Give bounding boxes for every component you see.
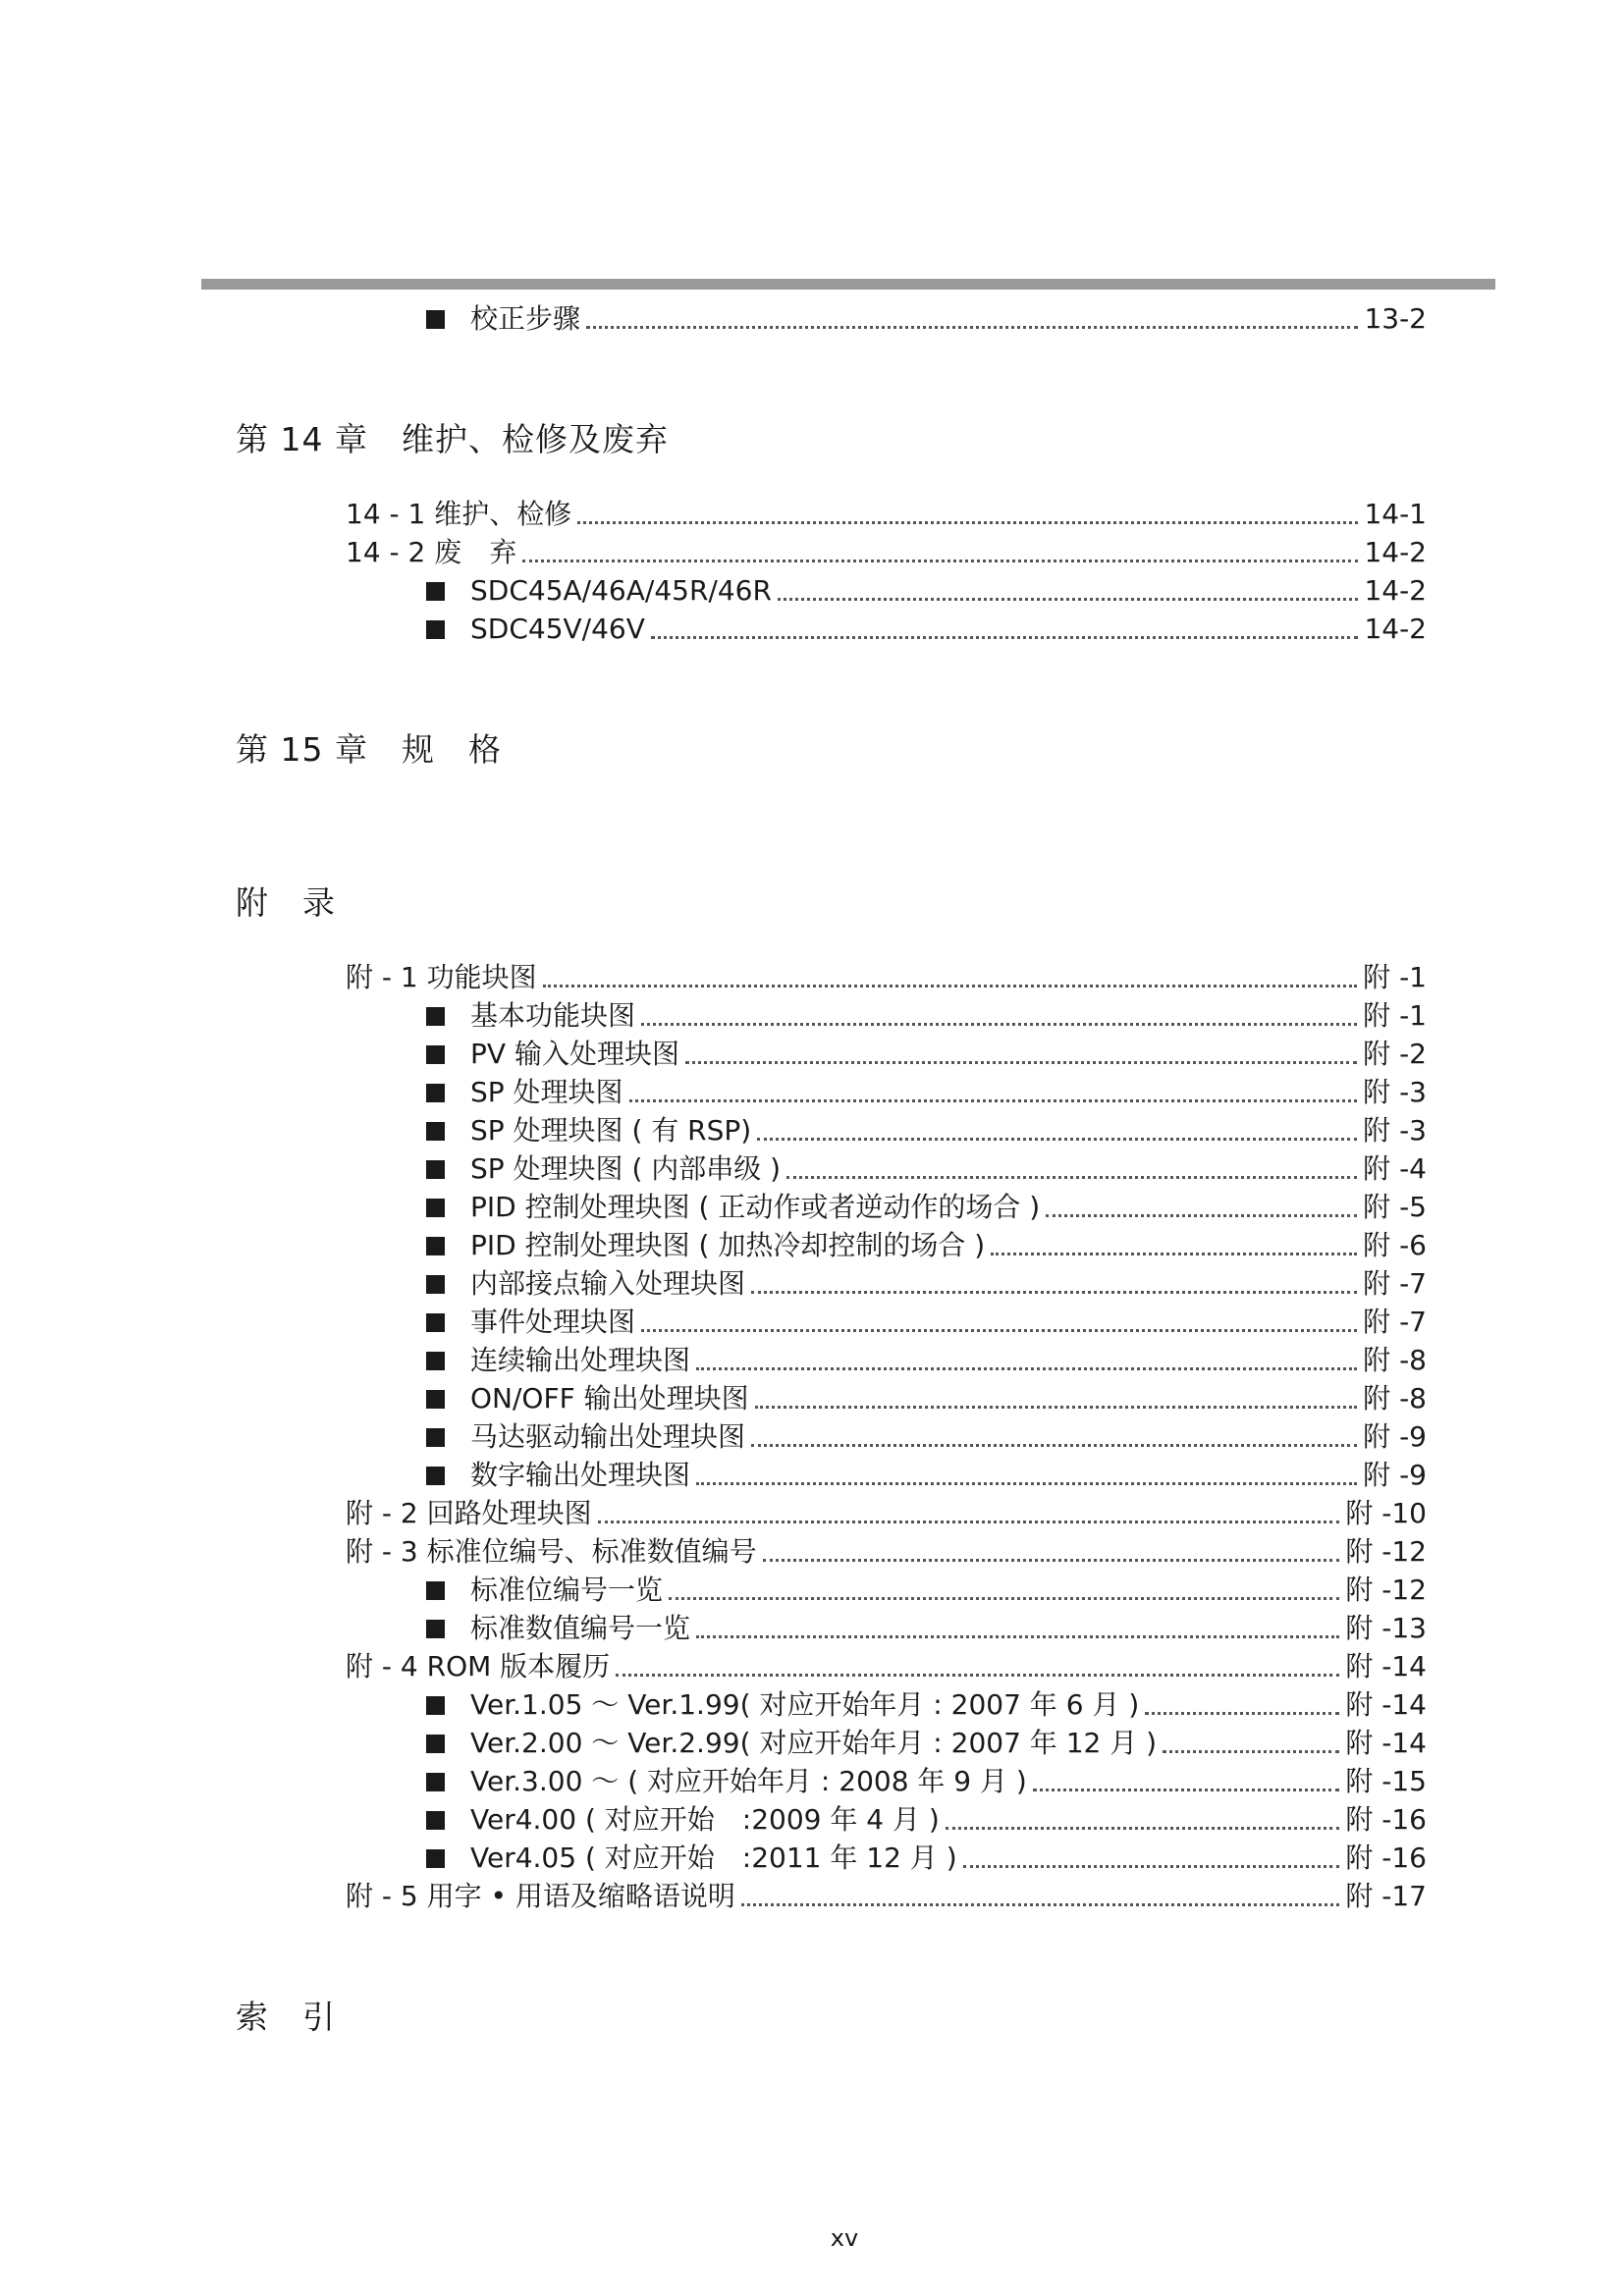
toc-entry[interactable] [426,1801,1427,1839]
entry-label: Ver.1.05 ～ Ver.1.99( 对应开始年月 : 2007 年 6 月 ) [470,1688,1140,1721]
entry-label: Ver.2.00 ～ Ver.2.99( 对应开始年月 : 2007 年 12 月 ) [470,1727,1158,1759]
toc-entry[interactable] [426,1380,1427,1417]
entry-page: 13-2 [1364,302,1427,335]
entry-page: 附 -8 [1363,1382,1427,1415]
entry-page: 14-2 [1364,613,1427,645]
entry-page: 14-2 [1364,536,1427,568]
square-bullet-icon [426,310,445,329]
dot-leader [598,1521,1340,1523]
entry-label: Ver.3.00 ～ ( 对应开始年月 : 2008 年 9 月 ) [470,1765,1027,1797]
toc-entry[interactable] [426,1572,1427,1609]
dot-leader [641,1023,1357,1026]
top-rule [201,279,1495,290]
entry-page: 附 -12 [1345,1535,1427,1568]
entry-label: 附 - 1 功能块图 [346,961,537,993]
toc-entry[interactable] [426,1227,1427,1264]
square-bullet-icon [426,1811,445,1830]
square-bullet-icon [426,1428,445,1447]
entry-label: PID 控制处理块图 ( 加热冷却控制的场合 ) [470,1229,986,1261]
dot-leader [629,1099,1358,1102]
entry-label: SDC45A/46A/45R/46R [470,574,772,607]
entry-label: 标准数值编号一览 [470,1612,691,1644]
square-bullet-icon [426,1160,445,1179]
square-bullet-icon [426,1084,445,1102]
square-bullet-icon [426,1045,445,1064]
toc-entry[interactable] [426,997,1427,1035]
entry-page: 附 -12 [1345,1574,1427,1606]
entry-label: SDC45V/46V [470,613,645,645]
toc-entry[interactable] [426,611,1427,648]
entry-page: 附 -8 [1363,1344,1427,1376]
entry-page: 附 -17 [1345,1880,1427,1912]
toc-entry[interactable] [346,534,1427,571]
entry-label: 事件处理块图 [470,1306,636,1338]
square-bullet-icon [426,1007,445,1026]
page-number: xv [830,2224,859,2252]
dot-leader [696,1482,1357,1485]
toc-entry[interactable] [426,1304,1427,1341]
toc-entry[interactable] [346,1878,1427,1915]
toc-entry[interactable] [426,572,1427,610]
toc-entry[interactable] [426,1418,1427,1456]
entry-label: 内部接点输入处理块图 [470,1267,746,1300]
toc-entry[interactable] [346,959,1427,996]
entry-label: 附 - 4 ROM 版本履历 [346,1650,611,1682]
entry-label: 校正步骤 [470,302,581,335]
entry-page: 附 -16 [1345,1842,1427,1874]
dot-leader [696,1367,1357,1370]
square-bullet-icon [426,1122,445,1141]
toc-entry[interactable] [426,1840,1427,1877]
dot-leader [763,1559,1340,1562]
square-bullet-icon [426,1849,445,1868]
entry-label: 14 - 1 维护、检修 [346,498,572,530]
dot-leader [778,598,1359,601]
entry-page: 附 -3 [1363,1076,1427,1108]
toc-entry[interactable] [426,1725,1427,1762]
toc-entry[interactable] [426,1342,1427,1379]
entry-page: 附 -5 [1363,1191,1427,1223]
toc-entry[interactable] [346,1648,1427,1685]
toc-entry[interactable] [426,1112,1427,1149]
toc-entry[interactable] [346,1495,1427,1532]
square-bullet-icon [426,1620,445,1638]
dot-leader [543,985,1358,988]
entry-page: 附 -7 [1363,1267,1427,1300]
toc-entry[interactable] [426,1150,1427,1188]
entry-label: 连续输出处理块图 [470,1344,691,1376]
entry-page: 附 -1 [1363,961,1427,993]
entry-page: 附 -16 [1345,1803,1427,1836]
entry-label: PV 输入处理块图 [470,1038,679,1070]
entry-label: SP 处理块图 [470,1076,623,1108]
chapter-15-title: 第 15 章 规 格 [236,730,502,769]
entry-label: 马达驱动输出处理块图 [470,1420,746,1453]
entry-label: Ver4.05 ( 对应开始 :2011 年 12 月 ) [470,1842,957,1874]
square-bullet-icon [426,1696,445,1715]
entry-page: 附 -1 [1363,999,1427,1032]
entry-label: ON/OFF 输出处理块图 [470,1382,749,1415]
entry-label: 数字输出处理块图 [470,1459,691,1491]
square-bullet-icon [426,1199,445,1217]
dot-leader [685,1061,1357,1064]
dot-leader [751,1291,1357,1294]
index-title: 索 引 [236,1998,336,2036]
dot-leader [577,521,1358,524]
dot-leader [696,1635,1339,1638]
chapter-14-title: 第 14 章 维护、检修及废弃 [236,420,669,458]
toc-entry[interactable] [426,300,1427,338]
dot-leader [741,1903,1339,1906]
entry-page: 附 -13 [1345,1612,1427,1644]
entry-page: 附 -9 [1363,1459,1427,1491]
dot-leader [1163,1750,1339,1753]
entry-page: 14-1 [1364,498,1427,530]
entry-label: 标准位编号一览 [470,1574,664,1606]
entry-label: 附 - 2 回路处理块图 [346,1497,592,1529]
dot-leader [616,1674,1339,1677]
entry-page: 附 -4 [1363,1152,1427,1185]
entry-page: 附 -14 [1345,1688,1427,1721]
entry-label: PID 控制处理块图 ( 正动作或者逆动作的场合 ) [470,1191,1041,1223]
square-bullet-icon [426,1313,445,1332]
dot-leader [651,636,1359,639]
entry-page: 14-2 [1364,574,1427,607]
toc-entry[interactable] [346,1533,1427,1571]
dot-leader [963,1865,1340,1868]
square-bullet-icon [426,1275,445,1294]
toc-entry[interactable] [426,1265,1427,1303]
square-bullet-icon [426,620,445,639]
toc-entry[interactable] [426,1189,1427,1226]
entry-page: 附 -7 [1363,1306,1427,1338]
square-bullet-icon [426,1390,445,1409]
entry-label: 附 - 3 标准位编号、标准数值编号 [346,1535,757,1568]
square-bullet-icon [426,1773,445,1791]
dot-leader [757,1138,1357,1141]
entry-label: 基本功能块图 [470,999,636,1032]
square-bullet-icon [426,1581,445,1600]
entry-page: 附 -9 [1363,1420,1427,1453]
entry-page: 附 -3 [1363,1114,1427,1147]
entry-label: SP 处理块图 ( 内部串级 ) [470,1152,782,1185]
dot-leader [946,1827,1340,1830]
dot-leader [1046,1214,1357,1217]
dot-leader [586,326,1358,329]
square-bullet-icon [426,1735,445,1753]
toc-entry[interactable] [426,1610,1427,1647]
toc-entry[interactable] [346,496,1427,533]
appendix-title: 附 录 [236,883,336,922]
toc-entry[interactable] [426,1457,1427,1494]
square-bullet-icon [426,582,445,601]
entry-page: 附 -10 [1345,1497,1427,1529]
dot-leader [755,1406,1358,1409]
entry-page: 附 -6 [1363,1229,1427,1261]
toc-entry[interactable] [426,1074,1427,1111]
dot-leader [522,560,1358,562]
entry-page: 附 -15 [1345,1765,1427,1797]
entry-page: 附 -2 [1363,1038,1427,1070]
entry-page: 附 -14 [1345,1650,1427,1682]
entry-label: 附 - 5 用字 • 用语及缩略语说明 [346,1880,735,1912]
dot-leader [641,1329,1357,1332]
toc-entry[interactable] [426,1036,1427,1073]
square-bullet-icon [426,1467,445,1485]
dot-leader [786,1176,1357,1179]
entry-page: 附 -14 [1345,1727,1427,1759]
square-bullet-icon [426,1352,445,1370]
dot-leader [1033,1789,1340,1791]
toc-entry[interactable] [426,1763,1427,1800]
entry-label: Ver4.00 ( 对应开始 :2009 年 4 月 ) [470,1803,940,1836]
square-bullet-icon [426,1237,445,1255]
entry-label: 14 - 2 废 弃 [346,536,517,568]
dot-leader [669,1597,1339,1600]
dot-leader [751,1444,1357,1447]
dot-leader [1145,1712,1339,1715]
toc-entry[interactable] [426,1686,1427,1724]
dot-leader [991,1253,1357,1255]
entry-label: SP 处理块图 ( 有 RSP) [470,1114,752,1147]
